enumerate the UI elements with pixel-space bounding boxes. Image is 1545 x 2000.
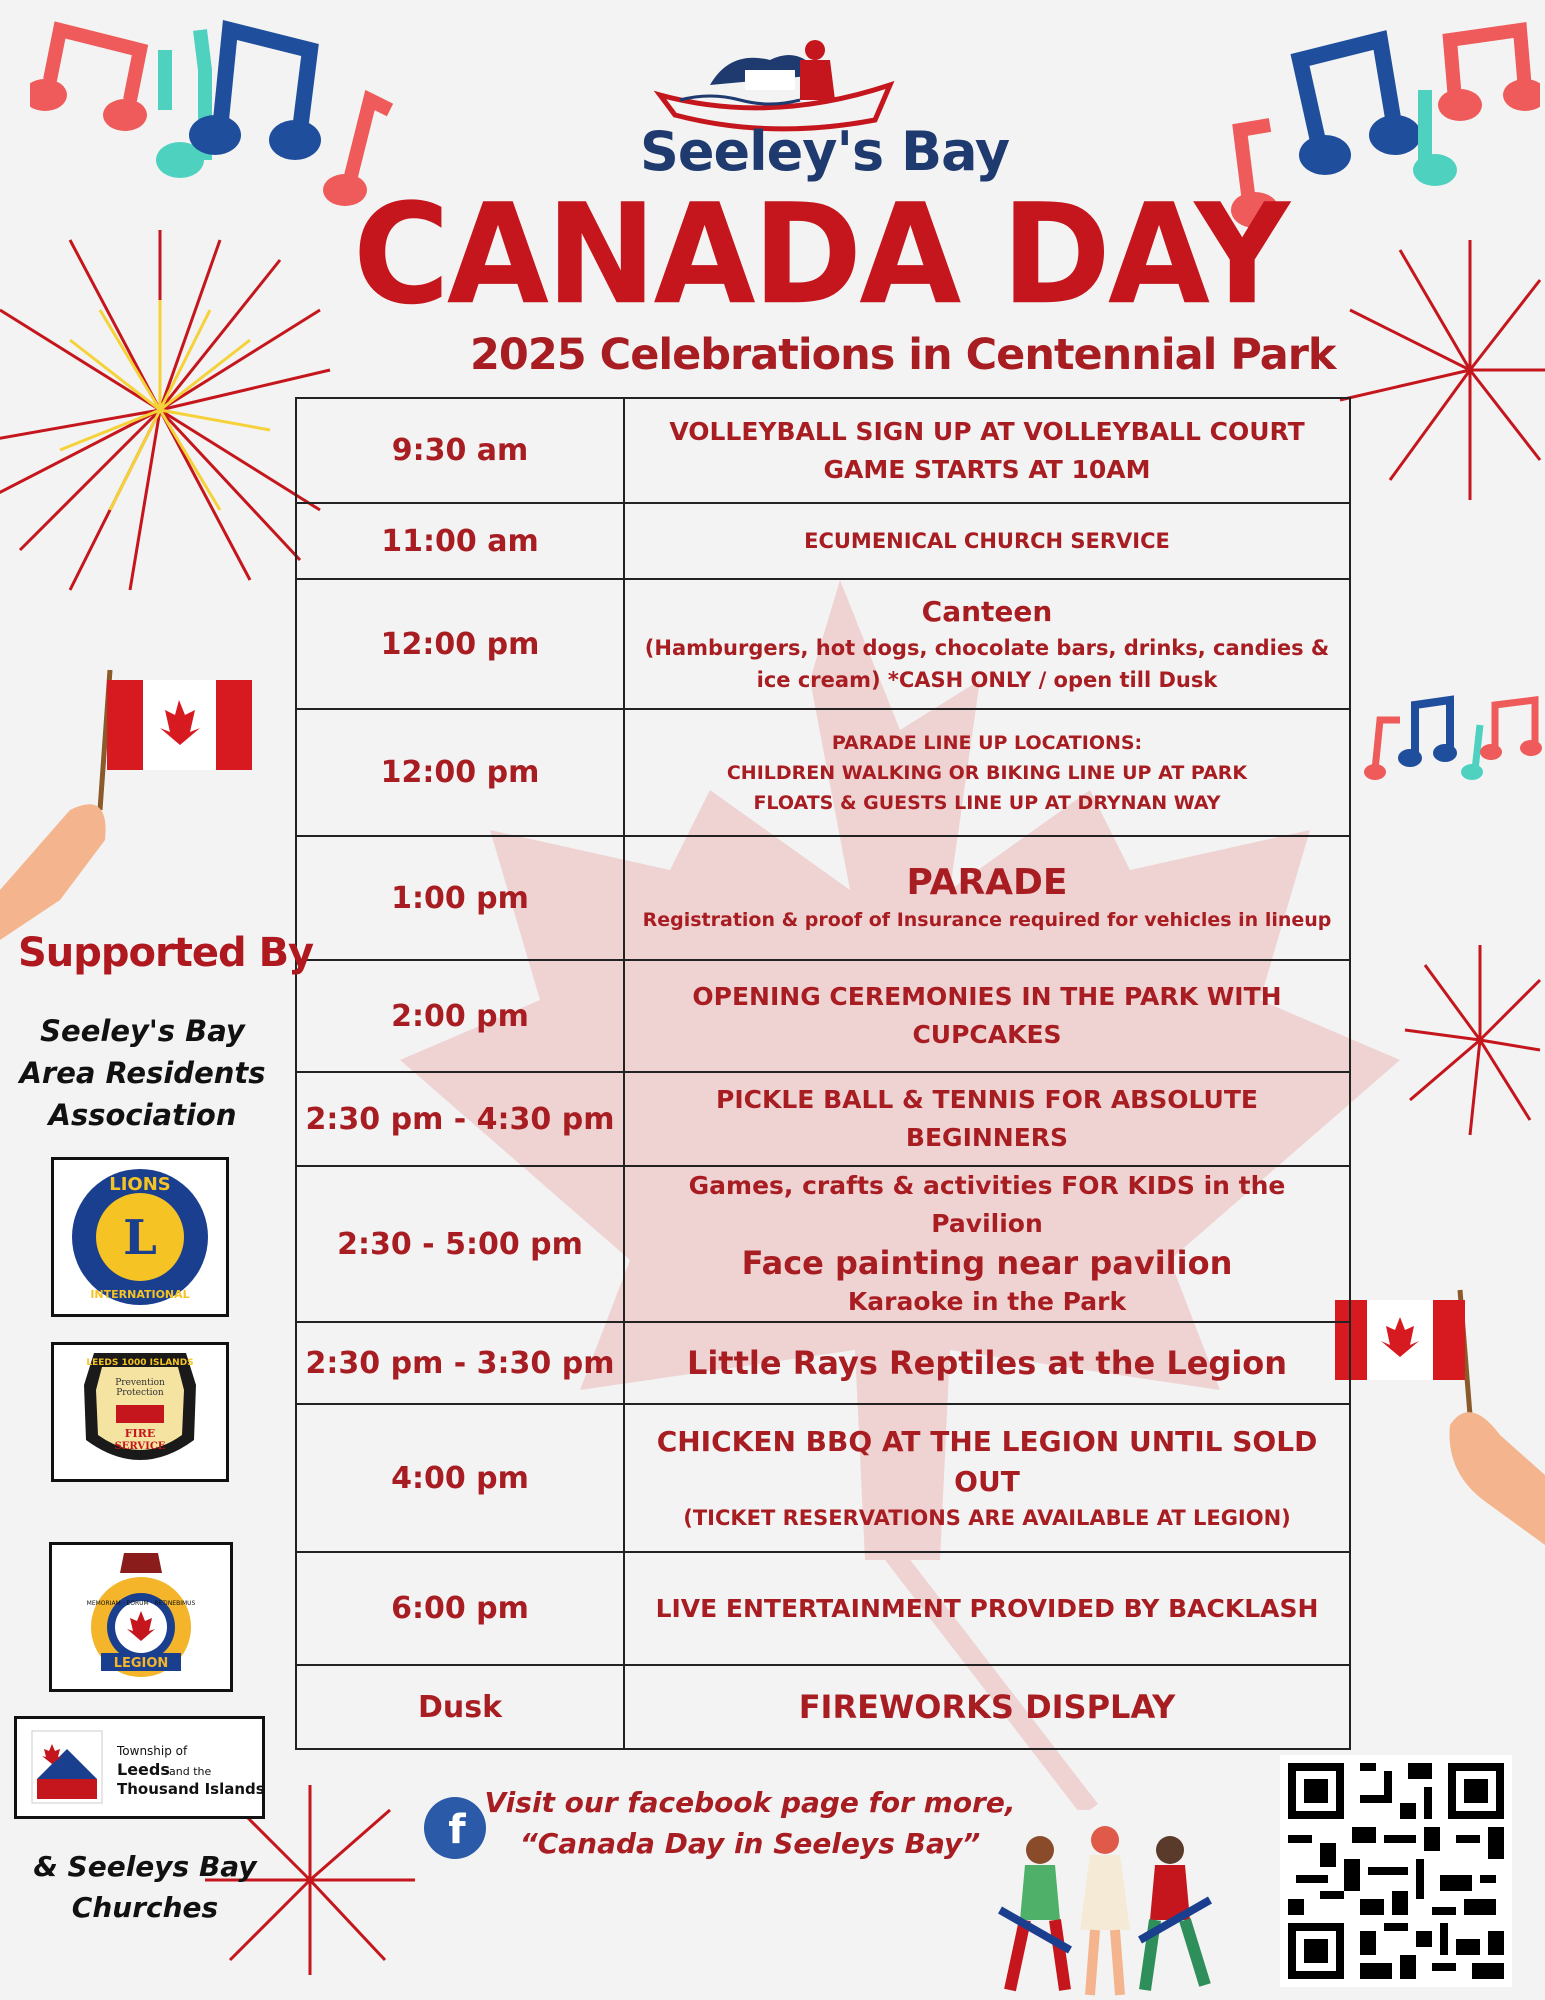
- legion-logo: [49, 1542, 233, 1692]
- event-line: FIREWORKS DISPLAY: [798, 1688, 1176, 1726]
- lions-letter: L: [123, 1210, 157, 1266]
- schedule-row: [296, 1552, 1350, 1665]
- facebook-promo: [480, 1782, 1020, 1864]
- schedule-table: [295, 397, 1351, 1750]
- township-line3: Thousand Islands: [117, 1780, 262, 1798]
- schedule-time: 2:00 pm: [296, 960, 624, 1072]
- event-line: CHILDREN WALKING OR BIKING LINE UP AT PARK: [726, 761, 1248, 784]
- fire-bottom2-text: SERVICE: [114, 1441, 166, 1452]
- event-line: FLOATS & GUESTS LINE UP AT DRYNAN WAY: [753, 791, 1221, 814]
- event-line: Registration & proof of Insurance required for vehicles in lineup: [642, 909, 1332, 931]
- schedule-row: [296, 709, 1350, 836]
- event-line: Games, crafts & activities FOR KIDS in the Pavilion: [688, 1171, 1286, 1238]
- schedule-time: 2:30 pm - 3:30 pm: [296, 1322, 624, 1404]
- schedule-time: 2:30 pm - 4:30 pm: [296, 1072, 624, 1166]
- firework-right-lower-icon: [1400, 940, 1545, 1140]
- schedule-event: [624, 1665, 1350, 1749]
- schedule-event: [624, 1552, 1350, 1665]
- lions-logo: [51, 1157, 229, 1317]
- page-title: CANADA DAY: [352, 174, 1288, 336]
- fire-top-text: LEEDS 1000 ISLANDS: [86, 1358, 194, 1368]
- canada-flag-hand-left-icon: [0, 660, 260, 940]
- schedule-event: [624, 709, 1350, 836]
- facebook-glyph: f: [448, 1807, 466, 1853]
- event-line: Karaoke in the Park: [847, 1287, 1127, 1316]
- township-logo: [14, 1716, 265, 1819]
- legion-banner-text: LEGION: [113, 1656, 169, 1671]
- legion-ring-text: MEMORIAM · EORUM · RETINEBIMUS: [86, 1600, 196, 1607]
- schedule-event: [624, 1404, 1350, 1552]
- schedule-event: [624, 1166, 1350, 1322]
- fire-service-logo: [51, 1342, 229, 1482]
- event-line: PARADE LINE UP LOCATIONS:: [831, 731, 1143, 754]
- event-line: Little Rays Reptiles at the Legion: [686, 1344, 1288, 1382]
- schedule-time: 1:00 pm: [296, 836, 624, 960]
- music-notes-right-icon: [1355, 680, 1545, 790]
- schedule-time: 2:30 - 5:00 pm: [296, 1166, 624, 1322]
- schedule-time: 9:30 am: [296, 398, 624, 503]
- facebook-line-1: Visit our facebook page for more,: [484, 1786, 1016, 1819]
- schedule-row: [296, 1404, 1350, 1552]
- event-line: LIVE ENTERTAINMENT PROVIDED BY BACKLASH: [655, 1593, 1319, 1623]
- facebook-line-2: “Canada Day in Seeleys Bay”: [519, 1827, 981, 1860]
- event-line: OPENING CEREMONIES IN THE PARK WITH CUPCAKES: [692, 982, 1282, 1049]
- event-line: (TICKET RESERVATIONS ARE AVAILABLE AT LEGION): [683, 1506, 1291, 1530]
- schedule-row: [296, 398, 1350, 503]
- schedule-event: [624, 579, 1350, 709]
- event-line: Face painting near pavilion: [741, 1244, 1233, 1282]
- schedule-event: [624, 960, 1350, 1072]
- lions-bottom-text: INTERNATIONAL: [90, 1288, 190, 1301]
- schedule-time: 12:00 pm: [296, 709, 624, 836]
- qr-code[interactable]: [1280, 1755, 1512, 1987]
- event-line: ECUMENICAL CHURCH SERVICE: [804, 529, 1170, 553]
- schedule-row: [296, 1072, 1350, 1166]
- township-line2b: and the: [169, 1765, 212, 1778]
- canada-flag-hand-right-icon: [1330, 1285, 1545, 1545]
- schedule-row: [296, 960, 1350, 1072]
- event-line: Canteen: [921, 595, 1053, 628]
- churches-text: & Seeleys Bay Churches: [33, 1850, 257, 1924]
- schedule-row: [296, 503, 1350, 579]
- schedule-row: [296, 1322, 1350, 1404]
- schedule-row: [296, 836, 1350, 960]
- fire-mid2-text: Protection: [116, 1388, 164, 1398]
- schedule-row: [296, 1166, 1350, 1322]
- schedule-event: [624, 1322, 1350, 1404]
- residents-association: Seeley's Bay Area Residents Association: [19, 1014, 266, 1132]
- schedule-time: 6:00 pm: [296, 1552, 624, 1665]
- schedule-event: [624, 398, 1350, 503]
- schedule-row: [296, 1665, 1350, 1749]
- township-line1: Township of: [117, 1744, 188, 1758]
- schedule-time: 12:00 pm: [296, 579, 624, 709]
- schedule-event: [624, 1072, 1350, 1166]
- schedule-time: Dusk: [296, 1665, 624, 1749]
- supported-by-heading: Supported By: [18, 930, 314, 976]
- people-celebrating-illustration: [970, 1800, 1230, 2000]
- schedule-time: 11:00 am: [296, 503, 624, 579]
- township-line2a: Leeds: [117, 1760, 170, 1779]
- facebook-icon[interactable]: [424, 1797, 486, 1859]
- page-subtitle: 2025 Celebrations in Centennial Park: [470, 330, 1336, 380]
- event-line: VOLLEYBALL SIGN UP AT VOLLEYBALL COURT: [669, 416, 1305, 446]
- event-line: CHICKEN BBQ AT THE LEGION UNTIL SOLD OUT: [656, 1425, 1318, 1498]
- brand-name: Seeley's Bay: [640, 120, 1010, 183]
- event-line: (Hamburgers, hot dogs, chocolate bars, drinks, candies & ice cream) *CASH ONLY / open till Dusk: [644, 636, 1330, 692]
- schedule-row: [296, 579, 1350, 709]
- event-line: GAME STARTS AT 10AM: [823, 454, 1151, 484]
- schedule-event: [624, 836, 1350, 960]
- schedule-event: [624, 503, 1350, 579]
- event-line: PICKLE BALL & TENNIS FOR ABSOLUTE BEGINNERS: [716, 1085, 1258, 1152]
- schedule-time: 4:00 pm: [296, 1404, 624, 1552]
- lions-top-text: LIONS: [109, 1174, 171, 1195]
- fire-bottom-text: FIRE: [124, 1427, 156, 1440]
- fire-mid-text: Prevention: [115, 1378, 165, 1388]
- event-line: PARADE: [906, 862, 1068, 903]
